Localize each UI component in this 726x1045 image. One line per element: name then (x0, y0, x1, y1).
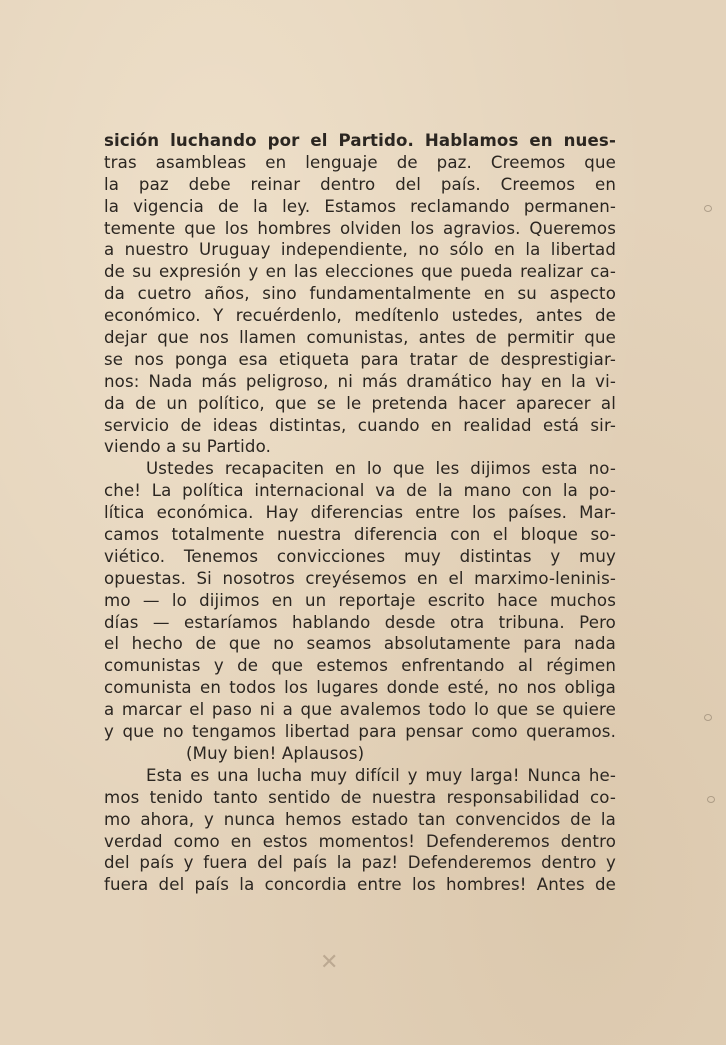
text-line: mos tenido tanto sentido de nuestra responsabilidad co- (104, 787, 616, 807)
body-text (104, 130, 616, 896)
paper-crease-mark: ✕ (320, 950, 339, 975)
text-line: comunista en todos los lugares donde esté, no nos obliga (104, 678, 616, 698)
text-line: camos totalmente nuestra diferencia con el bloque so- (104, 525, 616, 545)
text-line: servicio de ideas distintas, cuando en realidad está sir- (104, 415, 616, 435)
text-line: viendo a su Partido. (104, 437, 272, 457)
text-line: a nuestro Uruguay independiente, no sólo en la libertad (104, 240, 616, 260)
text-line: lítica económica. Hay diferencias entre los países. Mar- (104, 503, 616, 523)
paper-speck (704, 714, 712, 721)
text-line: viético. Tenemos convicciones muy distintas y muy (104, 546, 616, 566)
text-line: Ustedes recapaciten en lo que les dijimos esta no- (146, 459, 616, 479)
text-line: mo ahora, y nunca hemos estado tan convencidos de la (104, 809, 616, 829)
text-line: dejar que nos llamen comunistas, antes de permitir que (104, 328, 616, 348)
text-line: temente que los hombres olviden los agravios. Queremos (104, 218, 616, 238)
text-line: sición luchando por el Partido. Hablamos en nues- (104, 131, 616, 150)
text-line: a marcar el paso ni a que avalemos todo lo que se quiere (104, 700, 616, 720)
text-line: mo — lo dijimos en un reportaje escrito hace muchos (104, 590, 616, 610)
text-line: la vigencia de la ley. Estamos reclamando permanen- (104, 196, 616, 216)
text-line: tras asambleas en lenguaje de paz. Creemos que (104, 152, 616, 172)
text-line: da de un político, que se le pretenda hacer aparecer al (104, 393, 616, 413)
text-line: Esta es una lucha muy difícil y muy larga! Nunca he- (146, 765, 616, 785)
text-line: económico. Y recuérdenlo, medítenlo ustedes, antes de (104, 306, 616, 326)
text-line: del país y fuera del país la paz! Defenderemos dentro y (104, 853, 616, 873)
text-line: de su expresión y en las elecciones que pueda realizar ca- (104, 262, 616, 282)
paper-speck (707, 796, 715, 803)
text-line: se nos ponga esa etiqueta para tratar de desprestigiar- (104, 349, 616, 369)
text-line: da cuetro años, sino fundamentalmente en su aspecto (104, 284, 616, 304)
text-line: y que no tengamos libertad para pensar como queramos. (104, 722, 616, 742)
text-line: comunistas y de que estemos enfrentando al régimen (104, 656, 616, 676)
text-line: el hecho de que no seamos absolutamente para nada (104, 634, 616, 654)
text-line: fuera del país la concordia entre los hombres! Antes de (104, 875, 616, 895)
text-line: nos: Nada más peligroso, ni más dramático hay en la vi- (104, 371, 616, 391)
text-line: la paz debe reinar dentro del país. Creemos en (104, 174, 616, 194)
applause-note: (Muy bien! Aplausos) (186, 743, 365, 763)
text-line: días — estaríamos hablando desde otra tribuna. Pero (104, 612, 616, 632)
text-line: verdad como en estos momentos! Defenderemos dentro (104, 831, 616, 851)
text-line: che! La política internacional va de la mano con la po- (104, 481, 616, 501)
text-line: opuestas. Si nosotros creyésemos en el marximo-leninis- (104, 568, 616, 588)
paper-speck (704, 205, 712, 212)
